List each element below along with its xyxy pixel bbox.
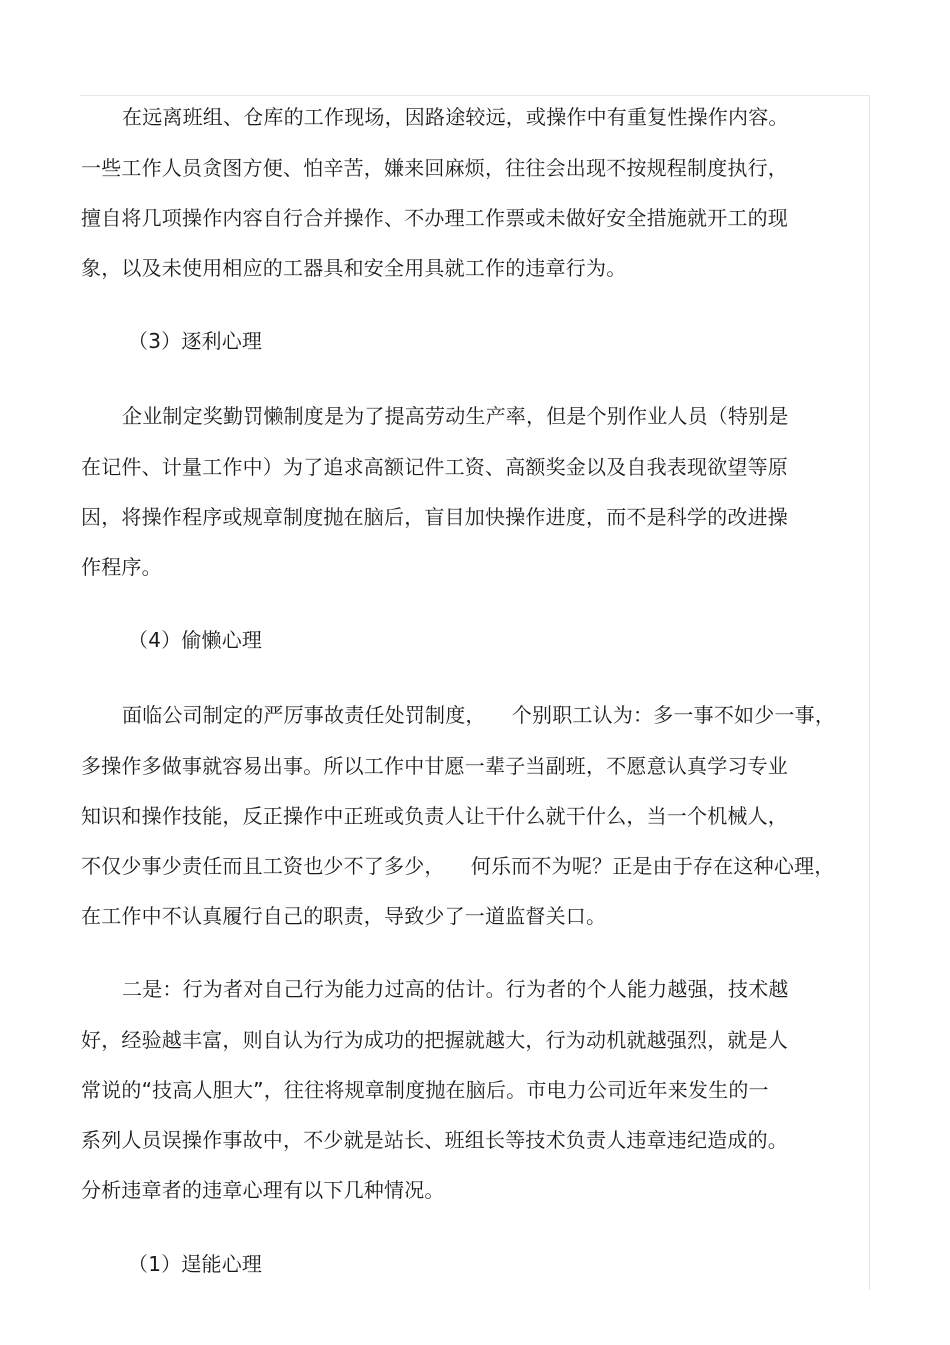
text-line: 多操作多做事就容易出事。所以工作中甘愿一辈子当副班，不愿意认真学习专业 [81,754,788,778]
text-line: 在远离班组、仓库的工作现场，因路途较远，或操作中有重复性操作内容。 [122,105,789,129]
text-line: 一些工作人员贪图方便、怕辛苦，嫌来回麻烦，往往会出现不按规程制度执行， [81,156,788,180]
text-line: 常说的“技高人胆大”，往往将规章制度抛在脑后。市电力公司近年来发生的一 [81,1078,769,1102]
text-line: 作程序。 [81,555,162,579]
text-line: 面临公司制定的严厉事故责任处罚制度， 个别职工认为：多一事不如少一事， [122,703,836,727]
text-line: 擅自将几项操作内容自行合并操作、不办理工作票或未做好安全措施就开工的现 [81,206,788,230]
text-line: 象，以及未使用相应的工器具和安全用具就工作的违章行为。 [81,256,627,280]
text-line: 不仅少事少责任而且工资也少不了多少， 何乐而不为呢？正是由于存在这种心理， [81,854,835,878]
text-line: 在记件、计量工作中）为了追求高额记件工资、高额奖金以及自我表现欲望等原 [81,455,788,479]
text-line: 系列人员误操作事故中，不少就是站长、班组长等技术负责人违章违纪造成的。 [81,1128,788,1152]
section-heading: （4）偷懒心理 [128,628,263,652]
section-heading: （3）逐利心理 [128,329,263,353]
text-line: 在工作中不认真履行自己的职责，导致少了一道监督关口。 [81,904,607,928]
text-line: 知识和操作技能，反正操作中正班或负责人让干什么就干什么，当一个机械人， [81,804,788,828]
text-line: 分析违章者的违章心理有以下几种情况。 [81,1178,445,1202]
text-line: 二是：行为者对自己行为能力过高的估计。行为者的个人能力越强，技术越 [122,977,789,1001]
section-heading: （1）逞能心理 [128,1252,263,1276]
text-line: 好，经验越丰富，则自认为行为成功的把握就越大，行为动机就越强烈，就是人 [81,1028,788,1052]
text-line: 因，将操作程序或规章制度抛在脑后，盲目加快操作进度，而不是科学的改进操 [81,505,788,529]
text-line: 企业制定奖勤罚懒制度是为了提高劳动生产率，但是个别作业人员（特别是 [122,404,789,428]
